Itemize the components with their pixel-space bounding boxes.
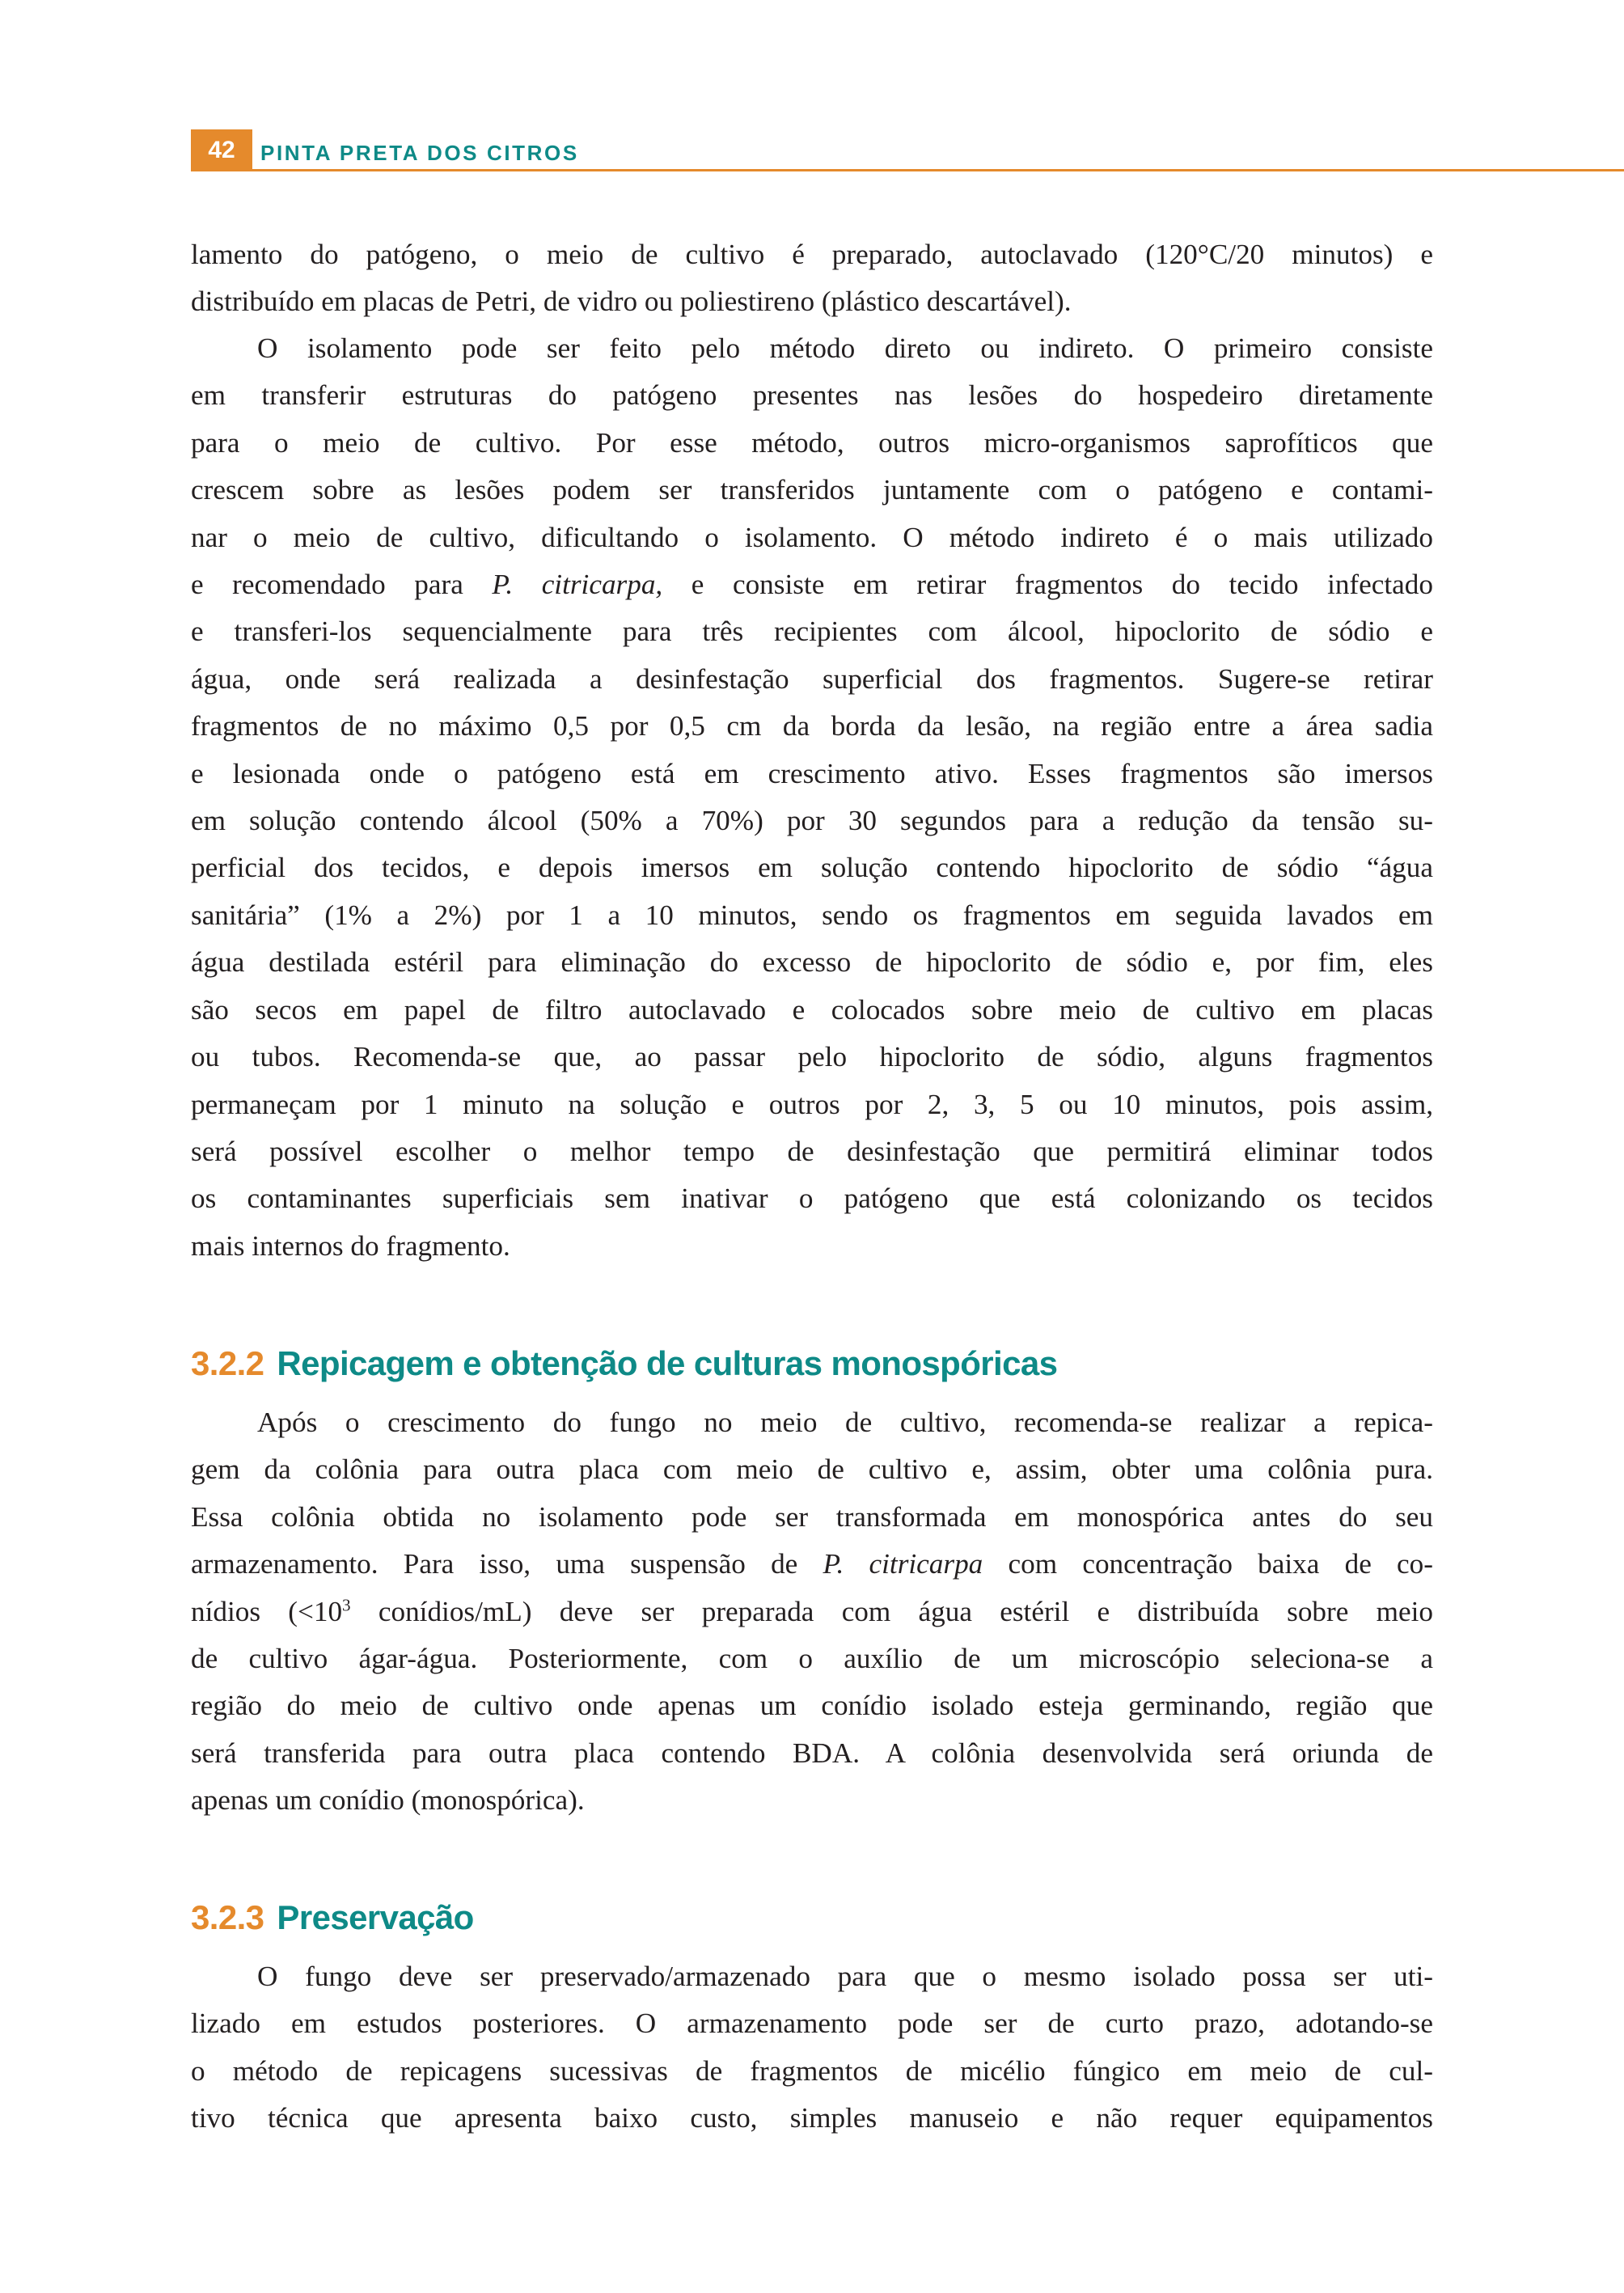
text-line: O fungo deve ser preservado/armazenado para que o mesmo isolado possa ser uti- xyxy=(257,1961,1433,1992)
section-number: 3.2.3 xyxy=(191,1898,264,1936)
text-line: o método de repicagens sucessivas de fragmentos de micélio fúngico em meio de cul- xyxy=(191,2054,1433,2087)
text-line: apenas um conídio (monospórica). xyxy=(191,1784,585,1817)
text-run: e consiste em retirar fragmentos do tecido infectado xyxy=(662,569,1433,601)
text-line: será transferida para outra placa contendo BDA. A colônia desenvolvida será oriunda de xyxy=(191,1737,1433,1769)
text-line: O isolamento pode ser feito pelo método direto ou indireto. O primeiro consiste xyxy=(257,332,1433,364)
text-line: e lesionada onde o patógeno está em crescimento ativo. Esses fragmentos são imersos xyxy=(191,757,1433,789)
text-line: água, onde será realizada a desinfestação superficial dos fragmentos. Sugere-se retirar xyxy=(191,662,1433,695)
text-run: e recomendado para xyxy=(191,569,493,601)
text-line: lizado em estudos posteriores. O armazenamento pode ser de curto prazo, adotando-se xyxy=(191,2007,1433,2040)
text-line: tivo técnica que apresenta baixo custo, simples manuseio e não requer equipamentos xyxy=(191,2102,1433,2134)
text-run: conídios/mL) deve ser preparada com água estéril e distribuída sobre meio xyxy=(350,1595,1433,1627)
species-name: P. citricarpa, xyxy=(492,569,663,601)
text-line xyxy=(191,1589,1433,1635)
text-line: lamento do patógeno, o meio de cultivo é preparado, autoclavado (120°C/20 minutos) e xyxy=(191,239,1433,270)
section-number: 3.2.2 xyxy=(191,1344,264,1382)
running-title: PINTA PRETA DOS CITROS xyxy=(260,141,579,165)
text-run: armazenamento. Para isso, uma suspensão de xyxy=(191,1548,823,1580)
section-title: Preservação xyxy=(277,1898,474,1936)
page-number: 42 xyxy=(191,129,252,171)
text-line: e transferi-los sequencialmente para três recipientes com álcool, hipoclorito de sódio e xyxy=(191,616,1433,648)
species-name: P. citricarpa xyxy=(823,1548,983,1580)
text-run: com concentração baixa de co- xyxy=(983,1548,1433,1580)
superscript-exponent: 3 xyxy=(342,1594,351,1614)
text-run: nídios (<10 xyxy=(191,1595,343,1627)
text-line: Essa colônia obtida no isolamento pode ser transformada em monospórica antes do seu xyxy=(191,1500,1433,1533)
text-line: distribuído em placas de Petri, de vidro ou poliestireno (plástico descartável). xyxy=(191,286,1072,318)
text-line: nar o meio de cultivo, dificultando o isolamento. O método indireto é o mais utilizado xyxy=(191,521,1433,553)
section-title: Repicagem e obtenção de culturas monospóricas xyxy=(277,1344,1058,1382)
section-heading-3-2-2 xyxy=(191,1344,1057,1383)
paragraph-continued xyxy=(191,231,1433,326)
text-line: perficial dos tecidos, e depois imersos em solução contendo hipoclorito de sódio “água xyxy=(191,852,1433,884)
text-line: sanitária” (1% a 2%) por 1 a 10 minutos, sendo os fragmentos em seguida lavados em xyxy=(191,899,1433,931)
text-line: será possível escolher o melhor tempo de desinfestação que permitirá eliminar todos xyxy=(191,1135,1433,1167)
text-line: fragmentos de no máximo 0,5 por 0,5 cm da borda da lesão, na região entre a área sadia xyxy=(191,710,1433,742)
text-line xyxy=(191,561,1433,608)
paragraph-preservacao xyxy=(191,1953,1433,2143)
section-heading-3-2-3 xyxy=(191,1898,474,1937)
text-line: de cultivo ágar-água. Posteriormente, com o auxílio de um microscópio seleciona-se a xyxy=(191,1643,1433,1675)
text-line: em solução contendo álcool (50% a 70%) por 30 segundos para a redução da tensão su- xyxy=(191,805,1433,837)
text-line: são secos em papel de filtro autoclavado e colocados sobre meio de cultivo em placas xyxy=(191,993,1433,1026)
text-line: permaneçam por 1 minuto na solução e outros por 2, 3, 5 ou 10 minutos, pois assim, xyxy=(191,1088,1433,1120)
header-rule xyxy=(252,169,1624,171)
running-header xyxy=(191,129,1624,171)
text-line: ou tubos. Recomenda-se que, ao passar pelo hipoclorito de sódio, alguns fragmentos xyxy=(191,1041,1433,1073)
text-line xyxy=(191,1541,1433,1588)
paragraph-isolamento xyxy=(191,325,1433,1270)
paragraph-repicagem xyxy=(191,1399,1433,1825)
text-line: região do meio de cultivo onde apenas um conídio isolado esteja germinando, região que xyxy=(191,1690,1433,1722)
text-line: Após o crescimento do fungo no meio de cultivo, recomenda-se realizar a repica- xyxy=(257,1407,1433,1438)
text-line: água destilada estéril para eliminação do excesso de hipoclorito de sódio e, por fim, eles xyxy=(191,946,1433,979)
text-line: para o meio de cultivo. Por esse método, outros micro-organismos saprofíticos que xyxy=(191,426,1433,459)
text-line: em transferir estruturas do patógeno presentes nas lesões do hospedeiro diretamente xyxy=(191,379,1433,412)
text-line: os contaminantes superficiais sem inativar o patógeno que está colonizando os tecidos xyxy=(191,1182,1433,1215)
text-line: crescem sobre as lesões podem ser transferidos juntamente com o patógeno e contami- xyxy=(191,474,1433,506)
text-line: mais internos do fragmento. xyxy=(191,1229,510,1262)
text-line: gem da colônia para outra placa com meio de cultivo e, assim, obter uma colônia pura. xyxy=(191,1453,1433,1486)
